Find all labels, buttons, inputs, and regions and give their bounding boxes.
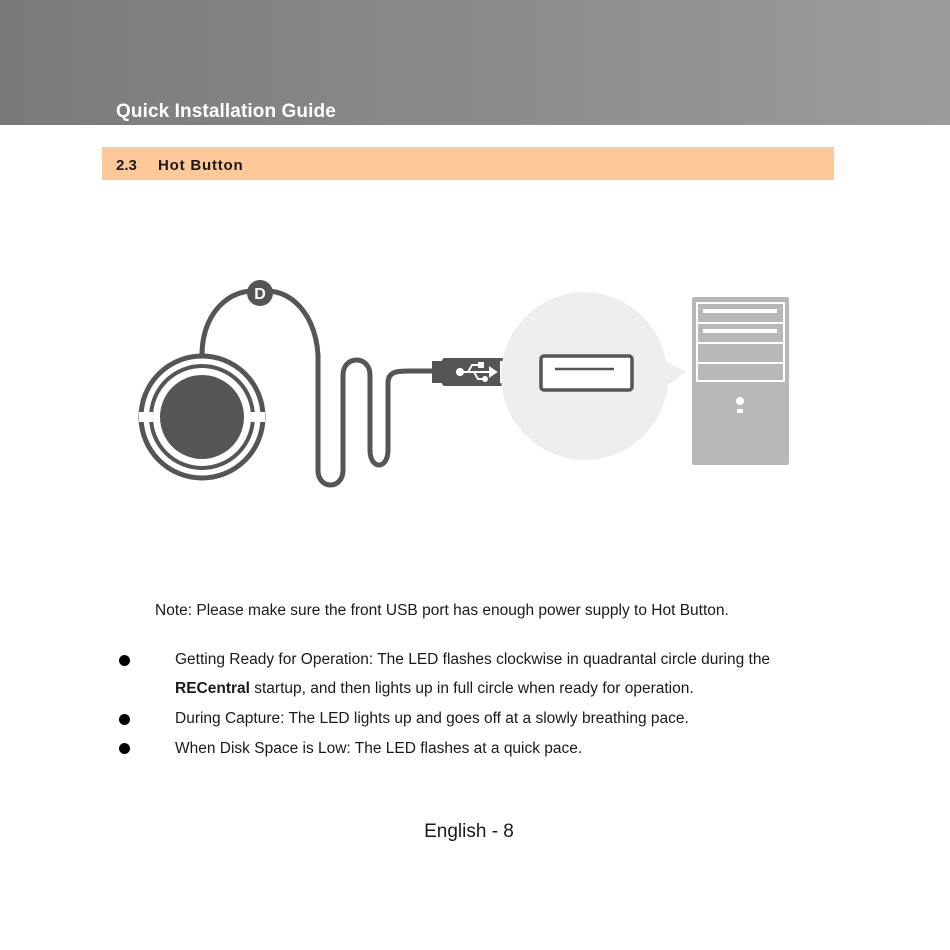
button-marker-d	[247, 280, 273, 306]
bullet-dot-icon	[119, 743, 130, 754]
list-item-text-continued: startup, and then lights up in full circle when ready for operation.	[249, 680, 694, 697]
svg-text:D: D	[254, 286, 266, 303]
hot-button-device-icon	[139, 356, 265, 478]
page-number: English - 8	[424, 821, 514, 842]
usb-port-icon	[541, 356, 632, 390]
bullet-dot-icon	[119, 655, 130, 666]
list-item: During Capture: The LED lights up and goes off at a slowly breathing pace.	[175, 710, 689, 727]
section-number: 2.3	[116, 157, 137, 174]
usb-port-callout	[501, 292, 686, 460]
list-item-text: Getting Ready for Operation: The LED flashes clockwise in quadrantal circle during the	[175, 651, 771, 668]
list-item: When Disk Space is Low: The LED flashes at a quick pace.	[175, 740, 583, 757]
software-name: RECentral	[175, 680, 250, 697]
section-title: Hot Button	[158, 157, 244, 174]
header-band	[0, 0, 950, 125]
desktop-tower-icon	[692, 297, 789, 465]
list-item	[175, 645, 835, 703]
document-title: Quick Installation Guide	[116, 101, 336, 122]
hot-button-connection-illustration	[130, 275, 800, 500]
bullet-dot-icon	[119, 714, 130, 725]
section-heading-bar	[102, 147, 834, 180]
usb-power-note: Note: Please make sure the front USB port has enough power supply to Hot Button.	[155, 602, 729, 619]
